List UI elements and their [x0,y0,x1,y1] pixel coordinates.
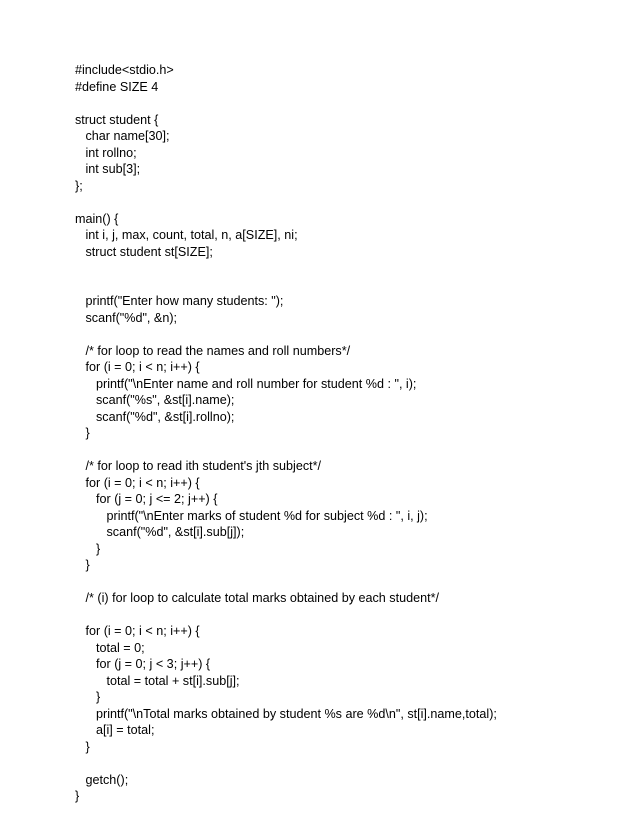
code-line: struct student st[SIZE]; [75,244,213,259]
code-line: } [75,426,90,440]
code-line: printf("\nEnter marks of student %d for subject %d : ", i, j); [75,508,428,523]
code-line: /* for loop to read ith student's jth subject*/ [75,459,322,473]
code-line: printf("\nTotal marks obtained by student %s are %d\n", st[i].name,total); [75,706,497,721]
code-line [75,277,497,294]
code-line: for (j = 0; j <= 2; j++) { [75,492,218,506]
code-line: struct student { [75,112,159,127]
code-line: /* (i) for loop to calculate total marks obtained by each student*/ [75,591,440,605]
code-line [75,260,497,277]
code-line: for (i = 0; i < n; i++) { [75,475,200,490]
code-line [75,442,497,459]
code-line [75,574,497,591]
code-line [75,194,497,211]
code-line: for (i = 0; i < n; i++) { [75,624,200,638]
code-line: scanf("%d", &st[i].rollno); [75,409,235,424]
code-line: int i, j, max, count, total, n, a[SIZE], ni; [75,228,298,242]
code-line: char name[30]; [75,129,170,143]
code-line: main() { [75,211,119,226]
code-line: } [75,541,101,556]
code-line: } [75,789,80,803]
code-line [75,755,497,772]
code-line: } [75,739,90,754]
code-line: printf("\nEnter name and roll number for student %d : ", i); [75,376,417,391]
code-listing [75,62,497,805]
code-line: total = total + st[i].sub[j]; [75,673,240,688]
code-line: printf("Enter how many students: "); [75,294,284,308]
code-line: a[i] = total; [75,723,155,737]
code-line: scanf("%d", &n); [75,310,178,325]
code-line: for (i = 0; i < n; i++) { [75,360,200,374]
code-line [75,326,497,343]
code-line: }; [75,178,83,193]
code-line: getch(); [75,772,129,787]
code-line: int sub[3]; [75,162,141,176]
code-line: #define SIZE 4 [75,79,159,94]
code-line [75,607,497,624]
code-line: #include<stdio.h> [75,63,174,77]
code-line: /* for loop to read the names and roll numbers*/ [75,343,351,358]
code-line [75,95,497,112]
code-line: } [75,690,101,704]
code-line: total = 0; [75,640,145,655]
code-line: for (j = 0; j < 3; j++) { [75,657,211,671]
code-line: scanf("%s", &st[i].name); [75,393,235,407]
code-line: } [75,558,90,572]
code-line: scanf("%d", &st[i].sub[j]); [75,525,245,539]
code-line: int rollno; [75,145,137,160]
